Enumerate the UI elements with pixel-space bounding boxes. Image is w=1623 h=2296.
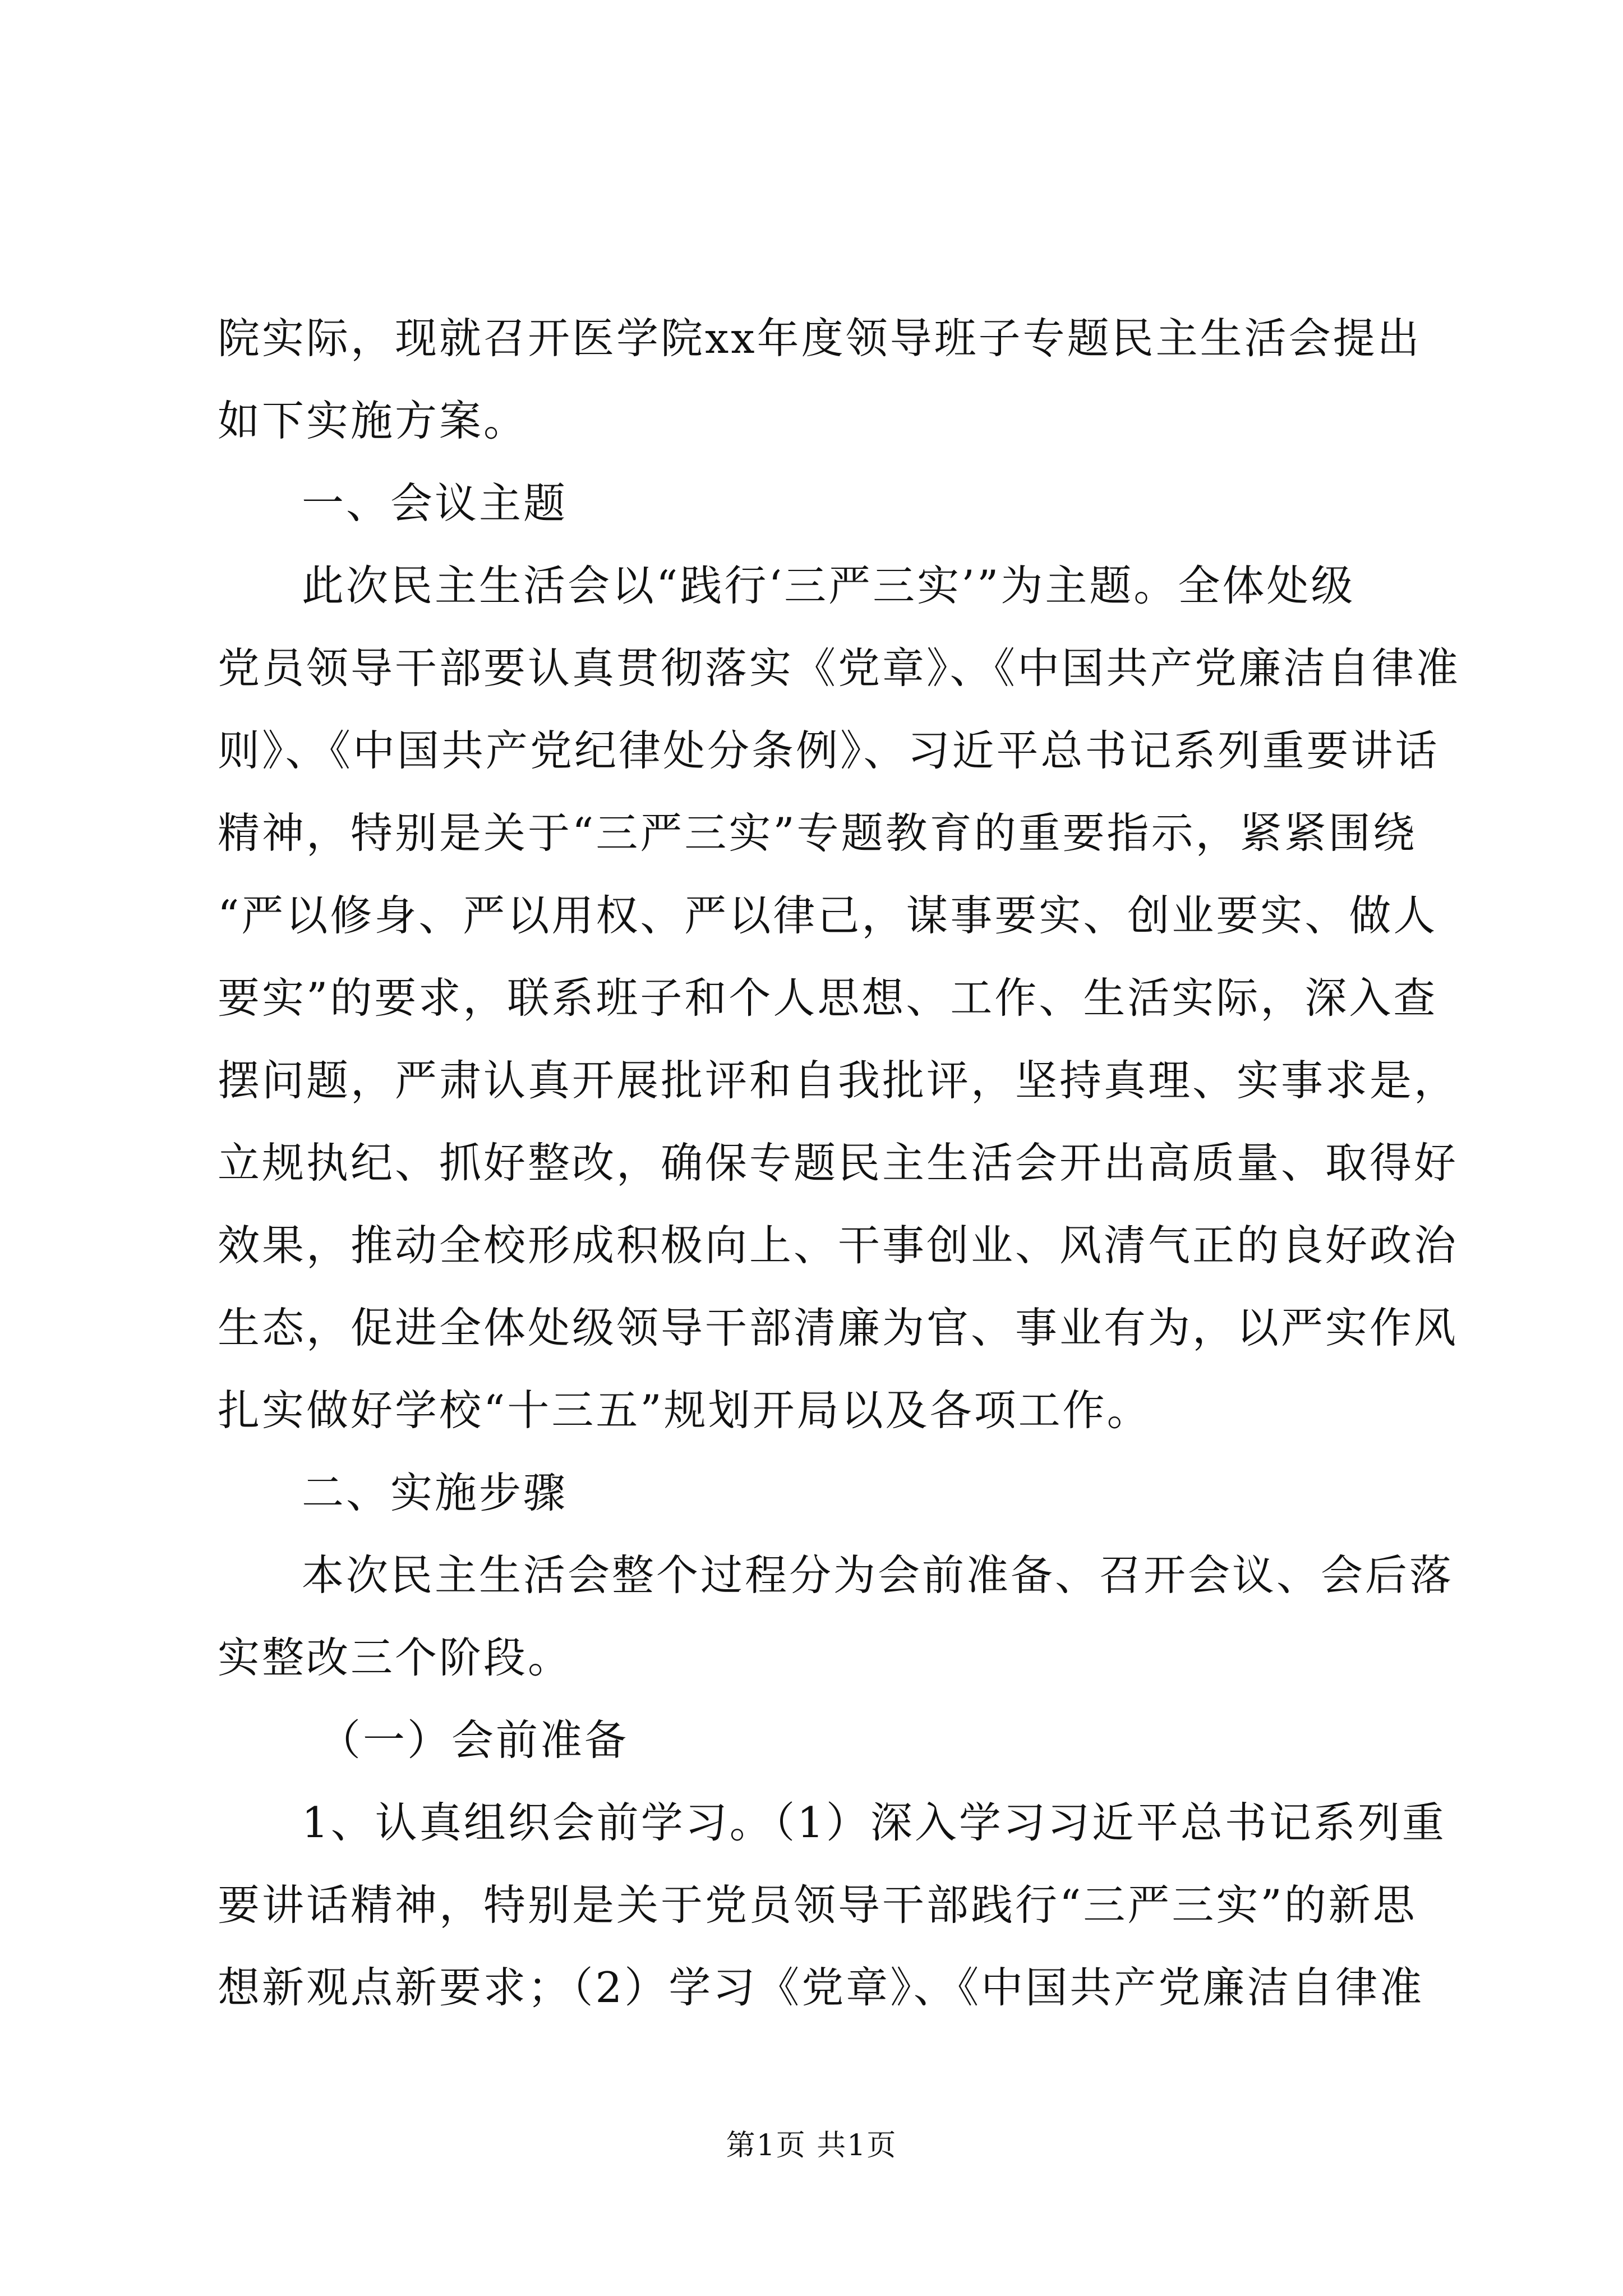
body-line: 精神，特别是关于“三严三实”专题教育的重要指示，紧紧围绕 xyxy=(218,808,1417,858)
body-line: 要实”的要求，联系班子和个人思想、工作、生活实际，深入查 xyxy=(218,973,1438,1023)
subsection-heading: （一）会前准备 xyxy=(319,1715,629,1765)
body-line: 生态，促进全体处级领导干部清廉为官、事业有为，以严实作风 xyxy=(218,1303,1459,1352)
body-line: 1、认真组织会前学习。（1）深入学习习近平总书记系列重 xyxy=(302,1798,1446,1847)
body-line: 此次民主生活会以“践行‘三严三实’”为主题。全体处级 xyxy=(302,561,1355,610)
body-line: 摆问题，严肃认真开展批评和自我批评，坚持真理、实事求是， xyxy=(218,1056,1459,1105)
body-line: 实整改三个阶段。 xyxy=(218,1633,573,1682)
document-body xyxy=(218,297,1461,2029)
body-line: 院实际，现就召开医学院xx年度领导班子专题民主生活会提出 xyxy=(218,314,1422,363)
body-line: 党员领导干部要认真贯彻落实《党章》、《中国共产党廉洁自律准 xyxy=(218,643,1461,693)
body-line: 立规执纪、抓好整改，确保专题民主生活会开出高质量、取得好 xyxy=(218,1138,1459,1188)
body-line: 则》、《中国共产党纪律处分条例》、习近平总书记系列重要讲话 xyxy=(218,726,1440,775)
body-line: 本次民主生活会整个过程分为会前准备、召开会议、会后落 xyxy=(302,1550,1454,1600)
section-heading: 二、实施步骤 xyxy=(302,1468,568,1517)
page-footer: 第1页 共1页 xyxy=(726,2129,897,2162)
body-line: “严以修身、严以用权、严以律己，谋事要实、创业要实、做人 xyxy=(218,891,1438,940)
body-line: 效果，推动全校形成积极向上、干事创业、风清气正的良好政治 xyxy=(218,1221,1459,1270)
body-line: 如下实施方案。 xyxy=(218,396,528,445)
body-line: 要讲话精神，特别是关于党员领导干部践行“三严三实”的新思 xyxy=(218,1880,1417,1930)
body-line: 想新观点新要求；（2）学习《党章》、《中国共产党廉洁自律准 xyxy=(218,1963,1424,2012)
section-heading: 一、会议主题 xyxy=(302,478,568,528)
body-line: 扎实做好学校“十三五”规划开局以及各项工作。 xyxy=(218,1386,1151,1435)
